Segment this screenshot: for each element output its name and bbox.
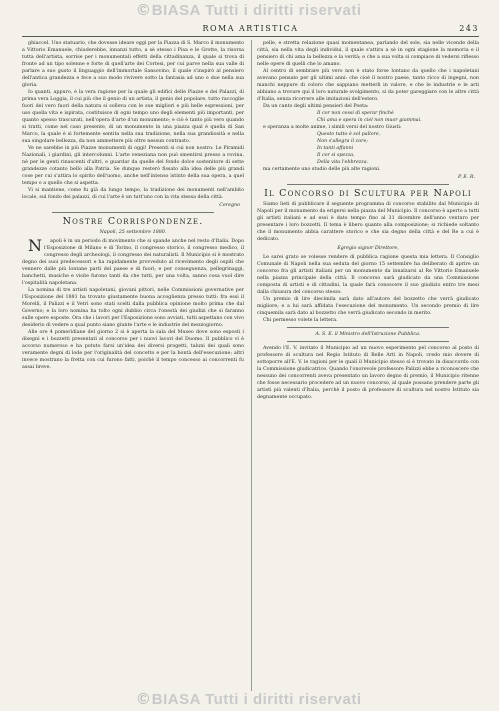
paragraph: Siamo lieti di pubblicare il seguente programma di concorso stabilito dal Municipio di Napoli per il monumento da erigersi nella piazza del Municipio. Il concorso è aperto a tutti gli artisti italiani e ad essi è dato tempo fino al 31 dicembre dell'anno venturo per presentare i loro bozzetti. Il tema è libero quanto alla composizione; si richiede soltanto che il monumento abbia carattere storico e che sia degno della città e del Re a cui è dedicato.	[257, 202, 479, 242]
paragraph: Le sarei grato se volesse rendere di pubblica ragione questa mia lettera. Il Consiglio Comunale di Napoli nella sua seduta del giorno 15 settembre ha deliberato di aprire un concorso fra gli artisti italiani per un monumento da innalzarsi al Re Vittorio Emanuele nella piazza principale della città. Il concorso sarà giudicato da una Commissione composta di artisti e di cittadini, la quale farà conoscere il suo giudizio entro tre mesi dalla chiusura del concorso stesso.	[257, 255, 479, 295]
paragraph: Chi permesso volete la lettera.	[263, 318, 338, 323]
paragraph: Avendo l'E. V. invitato il Municipio ad un nuovo esperimento pel concorso al posto di professore di scultura nel Regio Istituto di Belle Arti in Napoli, credo mio dovere di sottoporre all'E. V. le ragioni per le quali il Municipio stesso si è trovato in disaccordo con la Commissione giudicatrice. Quando l'onorevole professore Palizzi ebbe a riconoscere che nessuno dei concorrenti aveva presentato un lavoro degno di premio, il Municipio ritenne che fosse necessario procedere ad un nuovo concorso, al quale possano prendere parte gli artisti più valenti d'Italia, perchè il posto di professore di scultura nel nostro Istituto sia degnamente occupato.	[257, 346, 479, 400]
verse-block	[257, 110, 479, 124]
section-title: Nostre Corrispondenze.	[62, 216, 204, 227]
right-column	[257, 40, 479, 691]
divider	[287, 327, 449, 328]
paragraph: Un premio di lire diecimila sarà dato all'autore del bozzetto che verrà giudicato migliore; e a lui sarà affidata l'esecuzione del monumento. Un secondo premio di lire cinquemila sarà dato al bozzetto che verrà giudicato secondo in merito.	[257, 297, 479, 316]
paragraph: Da un canto degli ultimi pensieri del Poeta:	[263, 104, 369, 109]
page-number: 243	[459, 24, 479, 33]
drop-cap: N	[28, 236, 42, 255]
paragraph: Ve ne sarebbe in più Piazze monumenti di oggi! Presenti si cui non nostro: Le Piramidi Nazionali, i giardini, gli intercolunni. L'arte veneziana non può smentirsi presso a rovina, nè per le genti rinascenti d'altri, e guardar da quelle del fondo dolce sostenitore di sette grandezze cotanto bello alla Patria. Se dunque resterò fissato alla idea delle più grandi cose per cui s'attira lo spirito dell'uomo, anche nell'intenso istinto della sua opera, a quel tempo o a quello che si aspetta.	[22, 146, 244, 186]
verse-line: Il cor non cessi di sperar finchè	[317, 111, 394, 116]
divider	[287, 341, 449, 342]
paragraph: Alle ore 4 pomeridiane del giorno 2 si è aperta la sala del Museo dove sono esposti i disegni e i bozzetti presentati al concorso per i nuovi lavori del Duomo. Il pubblico vi è accorso numeroso e ha potuto farsi un'idea dei diversi progetti, taluni dei quali sono veramente degni di lode per l'originalità del concetto e per la bontà dell'esecuzione; altri invece mostrano la fretta con cui furono fatti, poichè il tempo concesso ai concorrenti fu assai breve.	[22, 330, 244, 370]
column-rule	[251, 40, 252, 691]
divider	[52, 212, 214, 213]
journal-title: ROMA ARTISTICA	[202, 24, 299, 33]
paragraph: pelle, e stretta relazione quasi momentanea, parlando del sole, sia nelle vicende della città, sia nella vita degli individui, il quale s'attira a sè in ogni stagione la memoria e il pensiero di chi ama la bellezza e la verità; e che a sua volta si compiace di vedersi riflesso nelle opere di quelli che lo amano.	[257, 41, 479, 67]
paragraph: e speranza a molte anime, i simili versi del nostro Giusti:	[263, 125, 402, 130]
signature: P. E. R.	[458, 175, 475, 180]
dateline: Napoli, 25 settembre 1880.	[99, 230, 167, 235]
watermark-bottom: © BIASA Tutti i diritti riservati	[137, 691, 362, 708]
verse-line: Il cor si spezza,	[317, 153, 355, 158]
running-head	[22, 24, 479, 37]
paragraph: N apoli è in un periodo di movimento che si spande anche nel resto d'Italia. Dopo l'Esposizione di Milano e di Torino, il congresso storico, il congresso medico, il congresso degli archeologi, il congresso dei naturalisti. Il Municipio si è mostrato degno dei suoi predecessori e ha rapidamente provveduto al ricevimento degli ospiti che vennero dalle più lontane parti del paese e di fuori; e per conseguenza, pellegrinaggi, banchetti, musiche e visite furono tanti da che tutti, per una volta, sanno cosa vuol dire l'ospitalità napoletana.	[22, 236, 244, 286]
verse-line: Questo tutto è sol pallore,	[317, 132, 381, 137]
verse-line: Chi ama e spera in ciel non muor giammai.	[317, 118, 422, 123]
divider	[287, 184, 449, 185]
left-column	[22, 40, 244, 691]
addressee: A. S. E. il Ministro dell'Istruzione Pubblica.	[315, 332, 421, 337]
paragraph: Vi si mantiene, come fu già da lungo tempo, la tradizione dei monumenti nell'ambito locale, sul fondo dei palazzi, di cui l'arte è un tutt'uno con la vita stessa della città.	[22, 188, 244, 200]
paragraph: ghiaccel. Uno statuario, che dovesse ideare oggi per la Piazza di S. Marco il monumento a Vittorio Emanuele, chiuderebbe, innanzi tutto, a sè stesso i Pisa e le Grotte, la risorsa tutta dell'artista, sorrise per i monumentali effetti della cittadinanza, il quale si trova di fronte ad un tipo solenne e forte di quell'arte dei Cortesi, per cui parve nella sua valle di parlare a suo gusto il linguaggio dell'immortale Sansovino, il quale s'inspirò al pensiero dell'antica grandezza e fece a suo modo rivivere sotto la fantasia ad uno o due nella sua gloria.	[22, 41, 244, 88]
verse-line: Della vita l'ebbrezza.	[317, 160, 369, 165]
salutation: Egregio signor Direttore,	[337, 246, 399, 251]
paragraph: Al centro di sembrare più vero non è stato forse lontano da quello che i napoletani avevano pensato per gli ultimi anni: che cioè il nostro paese, tanto ricco di ingegni, non manchi neppure di coloro che sappiano metterli in valore, e che le industrie e le arti abbiano a trovare qui il loro naturale svolgimento, sì da poter gareggiare con le altre città d'Italia, senza ricorrere alle imitazioni dell'estero.	[257, 69, 479, 102]
watermark-top: © BIASA Tutti i diritti riservati	[137, 2, 362, 19]
verse-block	[257, 131, 479, 166]
paragraph: La nomina di tre artisti napoletani, giovani pittori, nelle Commissioni governative per l'Esposizione del 1881 ha trovato giustamente buona accoglienza presso tutti: fra essi il Morelli, il Palizzi e il Vetri sono stati scelti dalla pubblica opinione molto prima che dal Governo; e la loro nomina ha tolto ogni dubbio circa l'onestà dei giudizi che si faranno sulle opere esposte. Ora che i lavori per l'Esposizione sono avviati, tutti aspettano con vivo desiderio di vedere a qual punto siano giunte l'arte e le industrie del mezzogiorno.	[22, 288, 244, 328]
verse-line: In tanti affanni	[317, 146, 354, 151]
section-title: Il Concorso di Scultura per Napoli	[264, 188, 472, 199]
signature: Ceregno	[219, 203, 240, 208]
verse-line: Non s'allegra il core;	[317, 139, 368, 144]
paragraph: ma certamente uno studio delle più alte ragioni.	[263, 167, 381, 172]
paragraph: Io quanti, appuro, è la vera ragione per la quale gli edifici delle Piazze e dei Palazzi, di prima vera Loggia, il cui più che il genio di un artista, il genio del popolare, tutto raccoglie fuori del vero fuori della natura si solleva con le sue migliori e più belle espressioni, per uso quella vita e ispirata, costituisce di ogni tempo uno degli elementi più importanti, per quanto spesso trascurati, nell'opera d'arte d'un monumento; e ciò è tanto più vero quando si tratti, come nel caso presente, di un monumento in una piazza qual è quella di San Marco, la quale è sì fortemente sentita nella sua tradizione, nella sua grandiosità e nella sua singolare bellezza, da non ammettere più oltre nessun contrasto.	[22, 90, 244, 144]
page-columns	[22, 40, 479, 691]
